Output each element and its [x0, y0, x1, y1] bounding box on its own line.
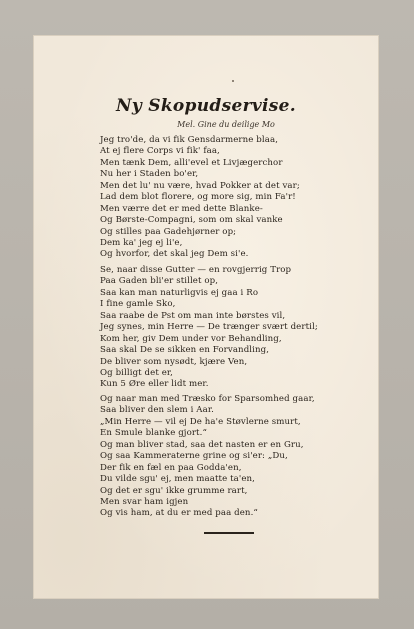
- verse-line: Men svar ham igjen: [100, 496, 189, 507]
- verse-line: Jeg synes, min Herre — De trænger svært dertil;: [100, 322, 318, 333]
- stanza-1: [100, 135, 390, 261]
- verse-line: En Smule blanke gjort.“: [100, 428, 207, 439]
- verse-line: Kun 5 Øre eller lidt mer.: [100, 379, 209, 390]
- verse-line: Saa bliver den slem i Aar.: [100, 405, 214, 416]
- verse-line: Saa kan man naturligvis ej gaa i Ro: [100, 287, 259, 298]
- verse-line: At ej flere Corps vi fik' faa,: [100, 146, 220, 157]
- verse-line: Men tænk Dem, alli'evel et Livjægerchor: [100, 157, 283, 168]
- verse-line: Og vis ham, at du er med paa den.“: [100, 508, 258, 519]
- verse-line: Lad dem blot florere, og more sig, min Fa'r!: [100, 192, 296, 203]
- verse-line: Og saa Kammeraterne grine og si'er: „Du,: [100, 451, 288, 462]
- verse-line: Jeg tro'de, da vi fik Gensdarmerne blaa,: [100, 135, 279, 145]
- verse-line: Nu her i Staden bo'er,: [100, 169, 199, 180]
- verse-line: Du vilde sgu' ej, men maatte ta'en,: [100, 474, 255, 485]
- verse-line: De bliver som nysødt, kjære Ven,: [100, 356, 248, 367]
- verse-line: Og stilles paa Gadehjørner op;: [100, 226, 237, 237]
- stanza-2: [100, 265, 390, 391]
- printed-sheet: [34, 36, 378, 598]
- closing-rule: [204, 532, 254, 534]
- paper-speck: [232, 80, 234, 82]
- verse-line: Paa Gaden bli'er stillet op,: [100, 276, 219, 287]
- verse-line: Og Børste-Compagni, som om skal vanke: [100, 215, 283, 226]
- verse-line: Og billigt det er,: [100, 367, 174, 378]
- verse-line: Der fik en fæl en paa Godda'en,: [100, 462, 242, 473]
- verse-line: Dem ka' jeg ej li'e,: [100, 237, 183, 248]
- verse-line: „Min Herre — vil ej De ha'e Støvlerne smurt,: [100, 416, 301, 427]
- poem-title: Ny Skopudservise.: [116, 96, 296, 116]
- verse-line: Kom her, giv Dem under vor Behandling,: [100, 333, 282, 344]
- verse-line: I fine gamle Sko,: [100, 299, 176, 310]
- melody-note: Mel. Gine du deilige Mo: [177, 120, 275, 129]
- verse-line: Men værre det er med dette Blanke-: [100, 203, 263, 214]
- verse-line: Og naar man med Træsko for Sparsomhed gaar,: [100, 394, 315, 404]
- verse-line: Men det lu' nu være, hvad Pokker at det var;: [100, 180, 300, 191]
- stanza-3: [100, 394, 390, 520]
- verse-line: Saa raabe de Pst om man inte børstes vil,: [100, 310, 286, 321]
- verse-line: Saa skal De se sikken en Forvandling,: [100, 345, 270, 356]
- verse-line: Og man bliver stad, saa det nasten er en Gru,: [100, 439, 304, 450]
- verse-line: Se, naar disse Gutter — en rovgjerrig Trop: [100, 265, 292, 275]
- verse-line: Og det er sgu' ikke grumme rart,: [100, 485, 248, 496]
- verse-line: Og hvorfor, det skal jeg Dem si'e.: [100, 249, 249, 260]
